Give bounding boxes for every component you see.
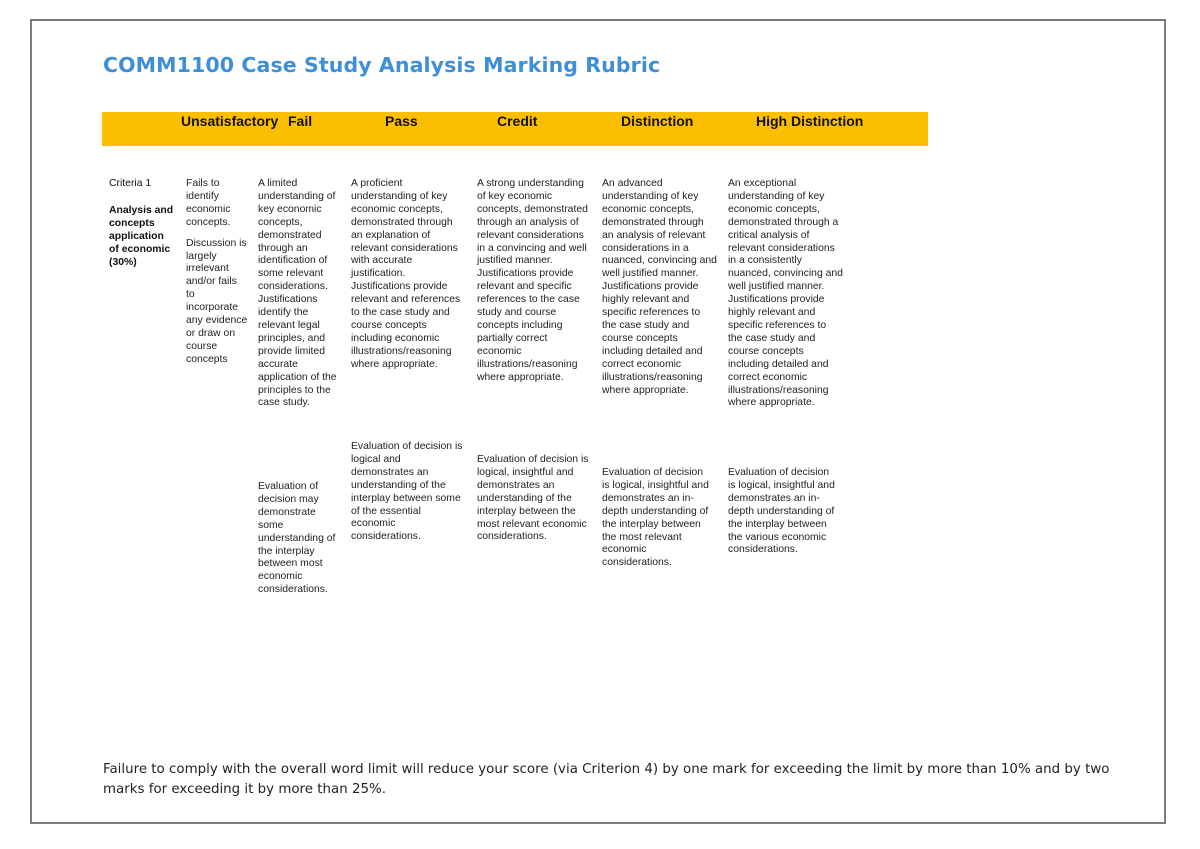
rubric-title: COMM1100 Case Study Analysis Marking Rubric xyxy=(103,53,661,77)
header-unsatisfactory: Unsatisfactory xyxy=(181,113,279,129)
cell-pass-analysis: A proficient understanding of key economic concepts, demonstrated through an explanation of relevant considerations with accurate justification. Justifications provide relevant and references to the case study and course concepts including economic illustrations/reasoning where appropriate. xyxy=(351,178,461,370)
header-high-distinction: High Distinction xyxy=(756,113,864,129)
cell-credit-analysis: A strong understanding of key economic concepts, demonstrated through an analysis of relevant considerations in a convincing and well justified manner. Justifications provide relevant and specific references to the case study and course concepts including partially correct economic illustrations/reasoning where appropriate. xyxy=(477,178,588,383)
cell-unsatisfactory-line-1: Fails to identify economic concepts. xyxy=(186,178,231,228)
cell-unsatisfactory xyxy=(186,178,248,367)
cell-pass-evaluation: Evaluation of decision is logical and demonstrates an understanding of the interplay between some of the essential economic considerations. xyxy=(351,441,463,543)
cell-fail-evaluation: Evaluation of decision may demonstrate some understanding of the interplay between most economic considerations. xyxy=(258,481,336,596)
header-distinction: Distinction xyxy=(621,113,694,129)
cell-high-distinction-evaluation: Evaluation of decision is logical, insightful and demonstrates an in-depth understanding of the interplay between the various economic considerations. xyxy=(728,467,835,556)
cell-distinction-analysis: An advanced understanding of key economic concepts, demonstrated through an analysis of relevant considerations in a nuanced, convincing and well justified manner. Justifications provide highly relevant and specific references to the case study and course concepts including detailed and correct economic illustrations/reasoning where appropriate. xyxy=(602,178,717,396)
cell-fail-analysis: A limited understanding of key economic concepts, demonstrated through an identification of some relevant considerations. Justifications identify the relevant legal principles, and provide limited accurate application of the principles to the case study. xyxy=(258,178,337,409)
cell-unsatisfactory-line-2: Discussion is largely irrelevant and/or fails to incorporate any evidence or draw on course concepts xyxy=(186,237,248,365)
cell-high-distinction-analysis: An exceptional understanding of key economic concepts, demonstrated through a critical analysis of relevant considerations in a consistently nuanced, convincing and well justified manner. Justifications provide highly relevant and specific references to the case study and course concepts including detailed and correct economic illustrations/reasoning where appropriate. xyxy=(728,178,843,409)
cell-distinction-evaluation: Evaluation of decision is logical, insightful and demonstrates an in-depth understanding of the interplay between the most relevant economic considerations. xyxy=(602,467,709,569)
header-pass: Pass xyxy=(385,113,418,129)
cell-credit-evaluation: Evaluation of decision is logical, insightful and demonstrates an understanding of the interplay between the most relevant economic considerations. xyxy=(477,454,589,543)
criteria-name: Analysis and concepts application of economic (30%) xyxy=(109,205,174,268)
word-limit-note: Failure to comply with the overall word limit will reduce your score (via Criterion 4) by one mark for exceeding the limit by more than 10% and by two marks for exceeding it by more than 25%. xyxy=(103,762,1110,797)
criteria-number: Criteria 1 xyxy=(109,178,152,189)
header-credit: Credit xyxy=(497,113,538,129)
header-fail: Fail xyxy=(288,113,313,129)
